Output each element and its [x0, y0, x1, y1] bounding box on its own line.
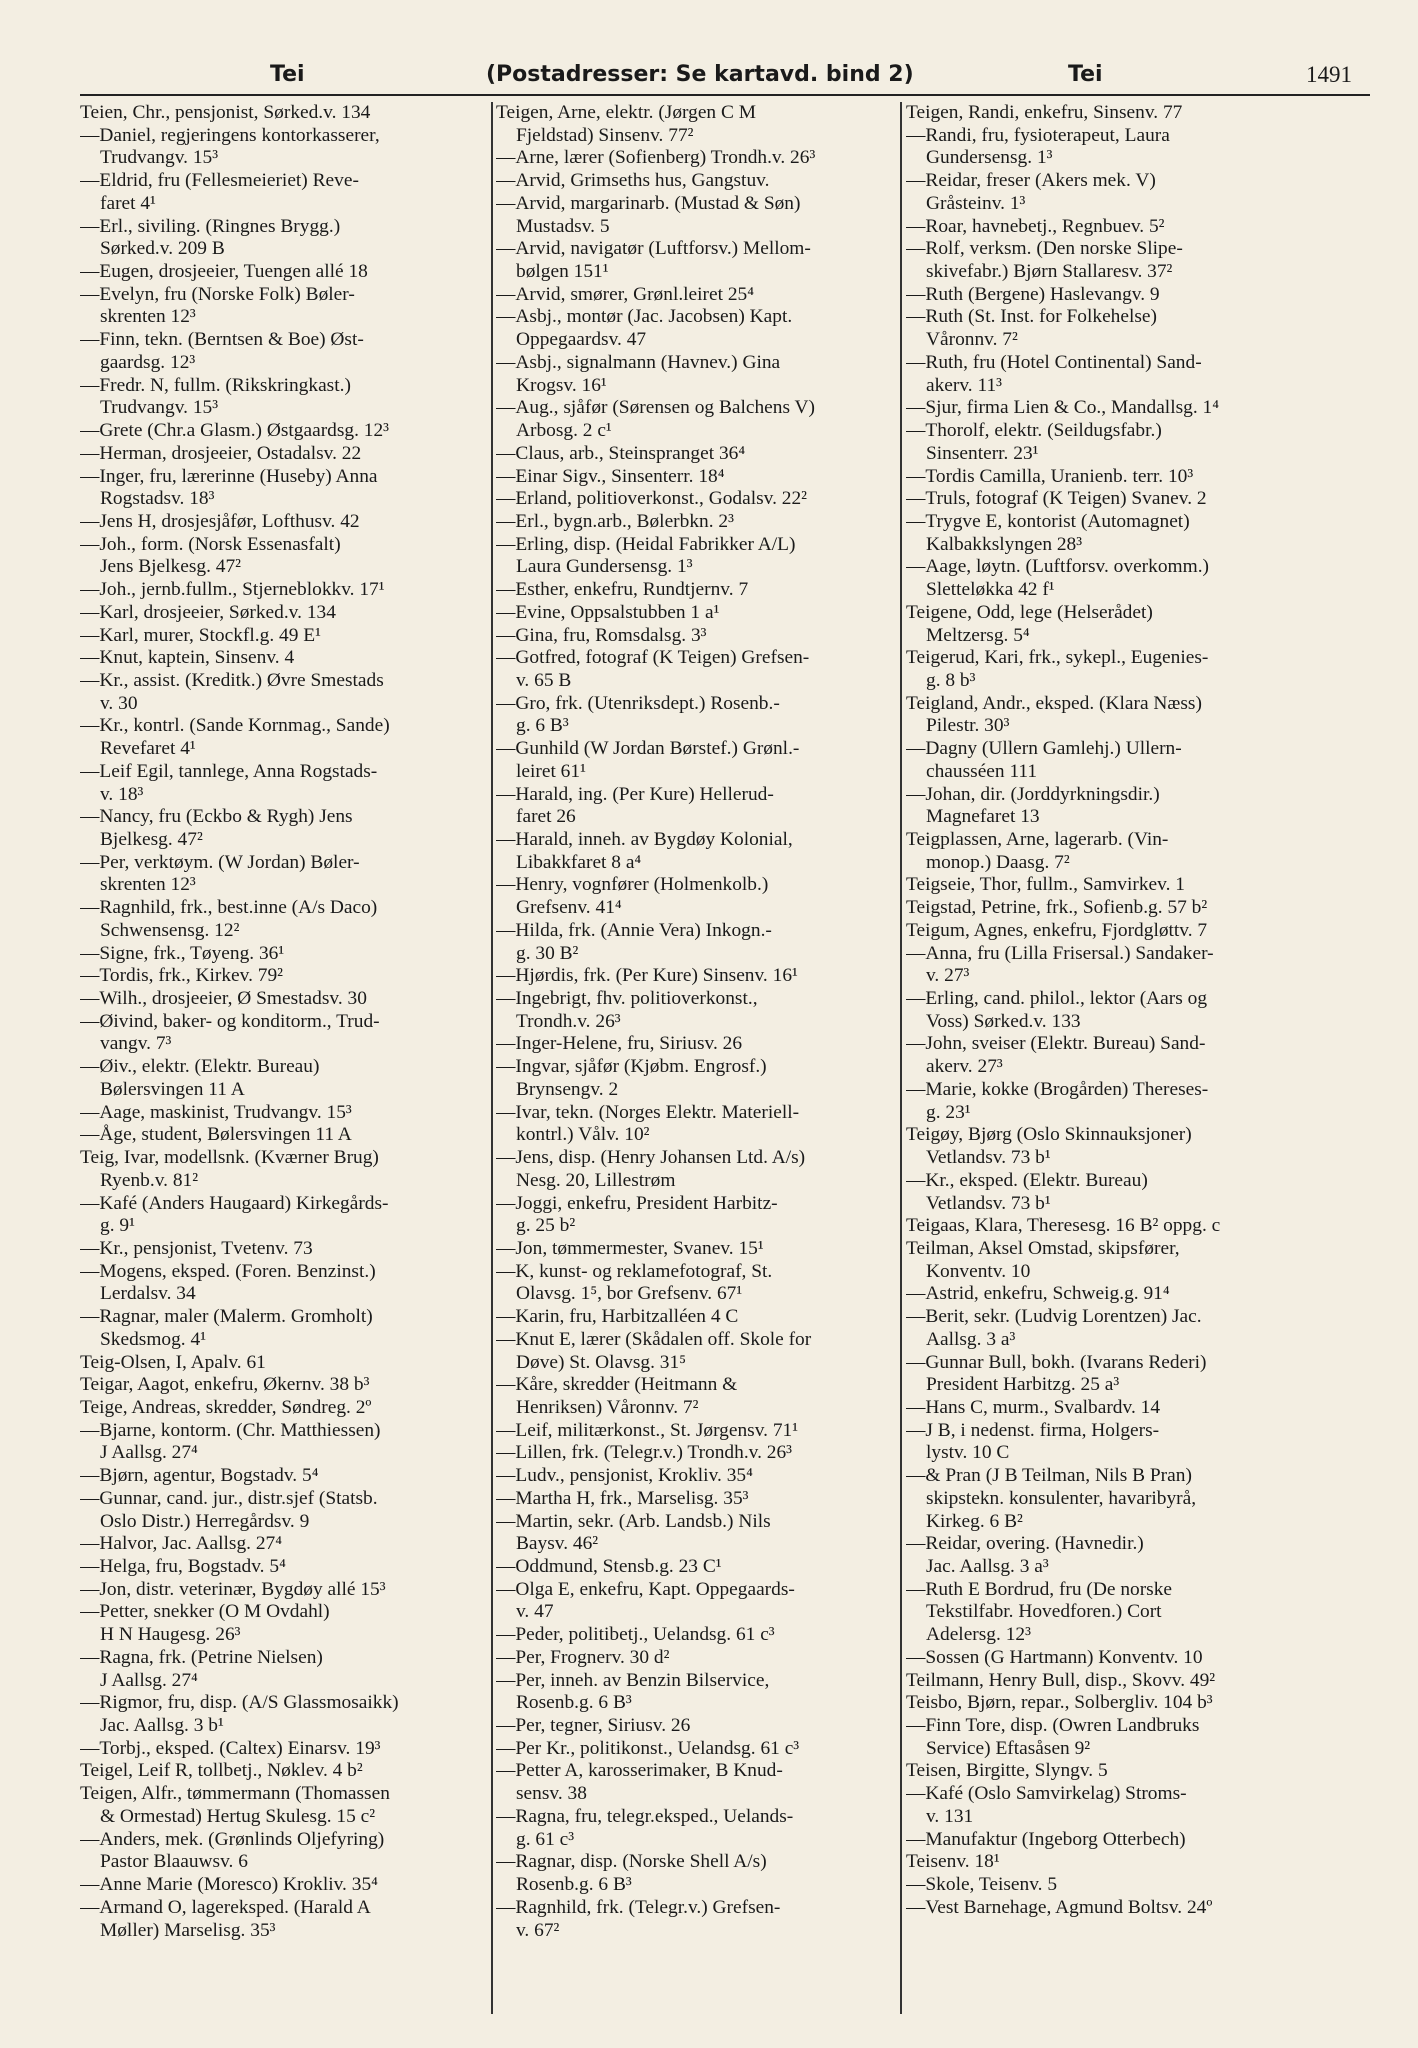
directory-line: —Ragnhild, frk., best.inne (A/s Daco) [80, 897, 378, 919]
directory-line: Jac. Aallsg. 3 a³ [926, 1556, 1049, 1577]
directory-line: Teigel, Leif R, tollbetj., Nøklev. 4 b² [80, 1760, 363, 1782]
directory-line: —Arvid, Grimseths hus, Gangstuv. [496, 170, 770, 192]
directory-line: H N Haugesg. 26³ [100, 1624, 241, 1646]
directory-line: —Petter A, karosserimaker, B Knud- [496, 1760, 783, 1782]
directory-line: Pastor Blaauwsv. 6 [100, 1851, 248, 1873]
directory-line: Teigen, Alfr., tømmermann (Thomassen [80, 1783, 390, 1805]
directory-line: —Øiv., elektr. (Elektr. Bureau) [80, 1056, 320, 1078]
directory-line: skivefabr.) Bjørn Stallaresv. 37² [926, 261, 1173, 283]
directory-line: —Bjarne, kontorm. (Chr. Matthiessen) [80, 1419, 381, 1441]
directory-line: Teilmann, Henry Bull, disp., Skovv. 49² [906, 1669, 1216, 1691]
directory-line: faret 26 [516, 806, 576, 828]
directory-line: Magnefaret 13 [926, 806, 1040, 828]
directory-line: —Claus, arb., Steinspranget 36⁴ [496, 442, 746, 464]
directory-line: —Harald, ing. (Per Kure) Hellerud- [496, 783, 774, 805]
directory-line: —Ruth (St. Inst. for Folkehelse) [906, 306, 1157, 328]
directory-line: —Per Kr., politikonst., Uelandsg. 61 c³ [496, 1737, 800, 1759]
directory-line: Ryenb.v. 81² [100, 1169, 199, 1191]
directory-line: —Trygve E, kontorist (Automagnet) [906, 510, 1190, 532]
directory-line: —Vest Barnehage, Agmund Boltsv. 24º [906, 1896, 1213, 1918]
directory-line: —Joh., form. (Norsk Essenasfalt) [80, 533, 341, 555]
directory-line: —Per, verktøym. (W Jordan) Bøler- [80, 851, 360, 873]
directory-line: v. 67² [516, 1919, 560, 1941]
directory-line: —Ingebrigt, fhv. politioverkonst., [496, 988, 758, 1010]
directory-line: —Ivar, tekn. (Norges Elektr. Materiell- [496, 1101, 800, 1123]
directory-line: —Erling, disp. (Heidal Fabrikker A/L) [496, 533, 796, 555]
directory-line: —Asbj., signalmann (Havnev.) Gina [496, 351, 781, 373]
directory-line: sensv. 38 [516, 1783, 587, 1805]
directory-line: Trudvangv. 15³ [100, 147, 219, 169]
directory-line: —Ludv., pensjonist, Krokliv. 35⁴ [496, 1465, 753, 1487]
header-center-note: (Postadresser: Se kartavd. bind 2) [486, 62, 914, 87]
directory-line: —J B, i nedenst. firma, Holgers- [906, 1419, 1160, 1441]
directory-line: akerv. 27³ [926, 1056, 1003, 1078]
directory-line: —Arvid, margarinarb. (Mustad & Søn) [496, 192, 801, 214]
directory-line: —Henry, vognfører (Holmenkolb.) [496, 874, 769, 896]
directory-line: gaardsg. 12³ [100, 351, 196, 373]
directory-line: —Joggi, enkefru, President Harbitz- [496, 1192, 778, 1214]
directory-line: Service) Eftasåsen 9² [926, 1737, 1091, 1759]
directory-line: —K, kunst- og reklamefotograf, St. [496, 1260, 773, 1282]
directory-line: —Gina, fru, Romsdalsg. 3³ [496, 624, 707, 646]
header-right-keyword: Tei [1068, 62, 1103, 87]
directory-line: Teisenv. 18¹ [906, 1851, 1000, 1873]
directory-line: Henriksen) Våronnv. 7² [516, 1396, 699, 1418]
directory-line: —Harald, inneh. av Bygdøy Kolonial, [496, 829, 793, 850]
directory-line: —Gotfred, fotograf (K Teigen) Grefsen- [496, 647, 810, 669]
directory-line: Teig-Olsen, I, Apalv. 61 [80, 1351, 266, 1373]
directory-line: —Øivind, baker- og konditorm., Trud- [80, 1010, 380, 1032]
directory-line: bølgen 151¹ [516, 261, 609, 283]
directory-line: —Joh., jernb.fullm., Stjerneblokkv. 17¹ [80, 579, 385, 601]
directory-line: skrenten 12³ [100, 874, 196, 896]
directory-line: —Gunnar, cand. jur., distr.sjef (Statsb. [80, 1487, 378, 1509]
directory-line: Oppegaardsv. 47 [516, 329, 647, 351]
directory-line: —Gunnar Bull, bokh. (Ivarans Rederi) [906, 1351, 1207, 1373]
directory-line: —Finn, tekn. (Berntsen & Boe) Øst- [80, 329, 364, 351]
directory-line: —Knut, kaptein, Sinsenv. 4 [80, 647, 295, 669]
directory-line: —Ragna, frk. (Petrine Nielsen) [80, 1646, 323, 1668]
directory-line: —Armand O, lagereksped. (Harald A [80, 1896, 371, 1918]
directory-line: Teige, Andreas, skredder, Søndreg. 2º [80, 1396, 372, 1418]
directory-line: —Karl, drosjeeier, Sørked.v. 134 [80, 601, 336, 623]
directory-line: Skedsmog. 4¹ [100, 1328, 207, 1350]
directory-line: skrenten 12³ [100, 306, 196, 328]
directory-line: —Gunhild (W Jordan Børstef.) Grønl.- [496, 738, 800, 760]
directory-line: Kirkeg. 6 B² [926, 1510, 1023, 1532]
directory-line: leiret 61¹ [516, 760, 586, 782]
directory-line: —Leif Egil, tannlege, Anna Rogstads- [80, 760, 378, 782]
directory-line: —Petter, snekker (O M Ovdahl) [80, 1601, 330, 1623]
directory-line: —Arne, lærer (Sofienberg) Trondh.v. 26³ [496, 147, 816, 169]
directory-line: —Mogens, eksped. (Foren. Benzinst.) [80, 1260, 376, 1282]
directory-line: Teigar, Aagot, enkefru, Økernv. 38 b³ [80, 1374, 370, 1396]
directory-line: —Per, Frognerv. 30 d² [496, 1646, 670, 1668]
directory-line: Teigum, Agnes, enkefru, Fjordgløttv. 7 [906, 919, 1208, 941]
directory-line: —Marie, kokke (Brogården) Thereses- [906, 1078, 1209, 1100]
directory-line: —Halvor, Jac. Aallsg. 27⁴ [80, 1533, 283, 1555]
directory-line: —Reidar, overing. (Havnedir.) [906, 1533, 1144, 1555]
directory-line: —Ragnar, maler (Malerm. Gromholt) [80, 1306, 373, 1328]
directory-line: Trondh.v. 26³ [516, 1010, 621, 1032]
directory-line: —Sossen (G Hartmann) Konventv. 10 [906, 1646, 1203, 1668]
directory-line: Teigaas, Klara, Theresesg. 16 B² oppg. c [906, 1215, 1221, 1237]
page-header [80, 58, 1376, 98]
directory-line: Revefaret 4¹ [100, 738, 196, 760]
directory-line: —Evine, Oppsalstubben 1 a¹ [496, 601, 720, 623]
directory-line: —Herman, drosjeeier, Ostadalsv. 22 [80, 442, 362, 464]
directory-line: —Erling, cand. philol., lektor (Aars og [906, 988, 1208, 1010]
directory-line: Teisen, Birgitte, Slyngv. 5 [906, 1760, 1108, 1782]
directory-line: —Nancy, fru (Eckbo & Rygh) Jens [80, 806, 353, 828]
directory-line: Olavsg. 1⁵, bor Grefsenv. 67¹ [516, 1283, 743, 1305]
directory-line: —Hilda, frk. (Annie Vera) Inkogn.- [496, 919, 772, 941]
directory-line: Teigland, Andr., eksped. (Klara Næss) [906, 692, 1202, 714]
directory-line: —Reidar, freser (Akers mek. V) [906, 170, 1156, 192]
directory-line: —Knut E, lærer (Skådalen off. Skole for [496, 1328, 812, 1350]
directory-line: —Jens H, drosjesjåfør, Lofthusv. 42 [80, 510, 360, 532]
directory-line: —Ruth E Bordrud, fru (De norske [906, 1578, 1173, 1600]
directory-line: Sletteløkka 42 f¹ [926, 579, 1055, 601]
directory-line: faret 4¹ [100, 192, 156, 214]
directory-line: Lerdalsv. 34 [100, 1283, 196, 1305]
directory-line: Teisbo, Bjørn, repar., Solbergliv. 104 b³ [906, 1692, 1213, 1714]
directory-line: Vetlandsv. 73 b¹ [926, 1147, 1051, 1169]
directory-line: chausséen 111 [926, 760, 1038, 782]
directory-line: —Manufaktur (Ingeborg Otterbech) [906, 1828, 1186, 1850]
directory-line: Konventv. 10 [926, 1260, 1031, 1282]
directory-line: —Kafé (Anders Haugaard) Kirkegårds- [80, 1192, 389, 1214]
directory-line: Baysv. 46² [516, 1533, 599, 1555]
directory-line: —Ragnhild, frk. (Telegr.v.) Grefsen- [496, 1896, 781, 1918]
directory-line: v. 27³ [926, 965, 970, 987]
directory-line: —Rolf, verksm. (Den norske Slipe- [906, 238, 1183, 260]
directory-line: —John, sveiser (Elektr. Bureau) Sand- [906, 1033, 1206, 1055]
directory-line: —Anna, fru (Lilla Frisersal.) Sandaker- [906, 942, 1214, 964]
directory-line: akerv. 11³ [926, 374, 1002, 396]
directory-line: Sinsenterr. 23¹ [926, 442, 1039, 464]
directory-line: & Ormestad) Hertug Skulesg. 15 c² [100, 1805, 376, 1827]
directory-line: —Kr., pensjonist, Tvetenv. 73 [80, 1237, 313, 1259]
directory-line: Rosenb.g. 6 B³ [516, 1692, 632, 1714]
directory-line: Teig, Ivar, modellsnk. (Kværner Brug) [80, 1147, 379, 1169]
directory-line: —Bjørn, agentur, Bogstadv. 5⁴ [80, 1465, 319, 1487]
directory-line: vangv. 7³ [100, 1033, 172, 1055]
directory-line: —Roar, havnebetj., Regnbuev. 5² [906, 215, 1165, 237]
directory-line: Arbosg. 2 c¹ [516, 420, 612, 442]
directory-line: —Skole, Teisenv. 5 [906, 1874, 1058, 1896]
directory-line: —Anders, mek. (Grønlinds Oljefyring) [80, 1828, 385, 1850]
directory-line: v. 47 [516, 1601, 554, 1623]
directory-line: Adelersg. 12³ [926, 1624, 1031, 1646]
directory-line: —Johan, dir. (Jorddyrkningsdir.) [906, 783, 1160, 805]
directory-line: Jac. Aallsg. 3 b¹ [100, 1715, 224, 1737]
header-left-keyword: Tei [270, 62, 305, 87]
directory-line: Meltzersg. 5⁴ [926, 624, 1030, 646]
directory-line: —Leif, militærkonst., St. Jørgensv. 71¹ [496, 1419, 799, 1441]
directory-line: —Lillen, frk. (Telegr.v.) Trondh.v. 26³ [496, 1442, 792, 1464]
directory-line: Mustadsv. 5 [516, 215, 610, 237]
directory-line: Nesg. 20, Lillestrøm [516, 1169, 676, 1191]
directory-line: Våronnv. 7² [926, 329, 1018, 351]
directory-column-2 [496, 102, 896, 2022]
directory-line: —Thorolf, elektr. (Seildugsfabr.) [906, 420, 1162, 442]
directory-line: Voss) Sørked.v. 133 [926, 1010, 1081, 1032]
directory-line: Kalbakkslyngen 28³ [926, 533, 1083, 555]
directory-line: Grefsenv. 41⁴ [516, 897, 622, 919]
directory-line: g. 9¹ [100, 1215, 135, 1237]
directory-line: —Eldrid, fru (Fellesmeieriet) Reve- [80, 170, 359, 192]
directory-line: g. 61 c³ [516, 1828, 575, 1850]
directory-line: —Arvid, navigatør (Luftforsv.) Mellom- [496, 238, 811, 260]
directory-line: —Ingvar, sjåfør (Kjøbm. Engrosf.) [496, 1056, 767, 1078]
directory-line: —Kr., kontrl. (Sande Kornmag., Sande) [80, 715, 390, 737]
directory-line: skipstekn. konsulenter, havaribyrå, [926, 1487, 1197, 1509]
directory-line: Teigerud, Kari, frk., sykepl., Eugenies- [906, 647, 1209, 669]
directory-line: g. 6 B³ [516, 715, 569, 737]
directory-line: —Erland, politioverkonst., Godalsv. 22² [496, 488, 807, 510]
directory-line: Teigen, Randi, enkefru, Sinsenv. 77 [906, 102, 1183, 123]
directory-line: Schwensensg. 12² [100, 919, 240, 941]
directory-line: —Oddmund, Stensb.g. 23 C¹ [496, 1556, 722, 1577]
directory-line: —Finn Tore, disp. (Owren Landbruks [906, 1715, 1200, 1737]
directory-line: —Asbj., montør (Jac. Jacobsen) Kapt. [496, 306, 793, 328]
directory-line: Bølersvingen 11 A [100, 1078, 245, 1100]
directory-line: —Helga, fru, Bogstadv. 5⁴ [80, 1556, 286, 1577]
directory-line: —Åge, student, Bølersvingen 11 A [80, 1124, 352, 1146]
directory-line: —Kåre, skredder (Heitmann & [496, 1374, 738, 1396]
directory-line: —Tordis Camilla, Uranienb. terr. 10³ [906, 465, 1194, 487]
directory-line: —Anne Marie (Moresco) Krokliv. 35⁴ [80, 1874, 378, 1896]
directory-line: —Truls, fotograf (K Teigen) Svanev. 2 [906, 488, 1207, 510]
directory-line: —Arvid, smører, Grønl.leiret 25⁴ [496, 283, 755, 305]
directory-line: President Harbitzg. 25 a³ [926, 1374, 1120, 1396]
directory-line: —Ruth, fru (Hotel Continental) Sand- [906, 351, 1202, 373]
directory-line: —Ruth (Bergene) Haslevangv. 9 [906, 283, 1160, 305]
directory-line: Teigplassen, Arne, lagerarb. (Vin- [906, 829, 1169, 850]
directory-line: Aallsg. 3 a³ [926, 1328, 1016, 1350]
directory-line: —Ragna, fru, telegr.eksped., Uelands- [496, 1805, 794, 1827]
directory-line: —Martha H, frk., Marselisg. 35³ [496, 1487, 749, 1509]
directory-line: monop.) Daasg. 7² [926, 851, 1070, 873]
directory-line: —Kr., assist. (Kreditk.) Øvre Smestads [80, 669, 384, 691]
directory-line: —Esther, enkefru, Rundtjernv. 7 [496, 579, 749, 601]
directory-line: —Peder, politibetj., Uelandsg. 61 c³ [496, 1624, 775, 1646]
directory-line: —Aug., sjåfør (Sørensen og Balchens V) [496, 397, 815, 419]
directory-line: —Ragnar, disp. (Norske Shell A/s) [496, 1851, 767, 1873]
directory-line: Laura Gundersensg. 1³ [516, 556, 693, 578]
directory-line: Vetlandsv. 73 b¹ [926, 1192, 1051, 1214]
directory-line: —Jon, distr. veterinær, Bygdøy allé 15³ [80, 1578, 386, 1600]
directory-line: —Daniel, regjeringens kontorkasserer, [80, 124, 380, 146]
directory-line: Krogsv. 16¹ [516, 374, 607, 396]
directory-line: —Inger-Helene, fru, Siriusv. 26 [496, 1033, 743, 1055]
directory-line: —& Pran (J B Teilman, Nils B Pran) [906, 1465, 1192, 1487]
directory-line: —Aage, maskinist, Trudvangv. 15³ [80, 1101, 352, 1123]
directory-line: Trudvangv. 15³ [100, 397, 219, 419]
directory-line: —Torbj., eksped. (Caltex) Einarsv. 19³ [80, 1737, 381, 1759]
directory-line: —Astrid, enkefru, Schweig.g. 91⁴ [906, 1283, 1170, 1305]
directory-line: Møller) Marselisg. 35³ [100, 1919, 276, 1941]
directory-line: —Eugen, drosjeeier, Tuengen allé 18 [80, 261, 368, 283]
directory-line: Teigstad, Petrine, frk., Sofienb.g. 57 b² [906, 897, 1208, 919]
directory-line: —Jens, disp. (Henry Johansen Ltd. A/s) [496, 1147, 806, 1169]
directory-line: —Hans C, murm., Svalbardv. 14 [906, 1396, 1161, 1418]
directory-line: v. 65 B [516, 669, 572, 691]
directory-line: —Rigmor, fru, disp. (A/S Glassmosaikk) [80, 1692, 399, 1714]
header-rule [80, 94, 1370, 96]
directory-line: Døve) St. Olavsg. 31⁵ [516, 1351, 686, 1373]
directory-line: —Olga E, enkefru, Kapt. Oppegaards- [496, 1578, 795, 1600]
directory-line: lystv. 10 C [926, 1442, 1010, 1464]
directory-line: Oslo Distr.) Herregårdsv. 9 [100, 1510, 310, 1532]
directory-line: Brynsengv. 2 [516, 1078, 619, 1100]
directory-column-3 [906, 102, 1362, 2022]
directory-line: g. 8 b³ [926, 669, 976, 691]
page-number: 1491 [1306, 62, 1352, 87]
directory-line: Libakkfaret 8 a⁴ [516, 851, 642, 873]
directory-line: —Kafé (Oslo Samvirkelag) Stroms- [906, 1783, 1187, 1805]
directory-line: —Einar Sigv., Sinsenterr. 18⁴ [496, 465, 725, 487]
directory-line: —Jon, tømmermester, Svanev. 15¹ [496, 1237, 764, 1259]
directory-line: —Karin, fru, Harbitzalléen 4 C [496, 1306, 739, 1328]
directory-line: Rosenb.g. 6 B³ [516, 1874, 632, 1896]
directory-line: —Inger, fru, lærerinne (Huseby) Anna [80, 465, 378, 487]
directory-line: J Aallsg. 27⁴ [100, 1669, 198, 1691]
directory-column-1 [80, 102, 488, 2022]
directory-line: Fjeldstad) Sinsenv. 77² [516, 124, 694, 146]
directory-line: v. 131 [926, 1805, 974, 1827]
directory-line: v. 30 [100, 692, 138, 714]
directory-line: —Fredr. N, fullm. (Rikskringkast.) [80, 374, 351, 396]
directory-line: g. 23¹ [926, 1101, 971, 1123]
directory-line: —Tordis, frk., Kirkev. 79² [80, 965, 283, 987]
directory-line: Teigseie, Thor, fullm., Samvirkev. 1 [906, 874, 1185, 896]
directory-line: Jens Bjelkesg. 47² [100, 556, 241, 578]
directory-line: —Berit, sekr. (Ludvig Lorentzen) Jac. [906, 1306, 1202, 1328]
directory-line: v. 18³ [100, 783, 144, 805]
directory-line: —Aage, løytn. (Luftforsv. overkomm.) [906, 556, 1209, 578]
directory-line: —Sjur, firma Lien & Co., Mandallsg. 1⁴ [906, 397, 1219, 419]
directory-line: Bjelkesg. 47² [100, 829, 203, 850]
directory-line: Teigøy, Bjørg (Oslo Skinnauksjoner) [906, 1124, 1192, 1146]
directory-line: —Per, tegner, Siriusv. 26 [496, 1715, 691, 1737]
directory-line: —Dagny (Ullern Gamlehj.) Ullern- [906, 738, 1182, 760]
directory-line: Teien, Chr., pensjonist, Sørked.v. 134 [80, 102, 371, 123]
directory-line: g. 30 B² [516, 942, 579, 964]
directory-line: —Wilh., drosjeeier, Ø Smestadsv. 30 [80, 988, 367, 1010]
directory-line: —Kr., eksped. (Elektr. Bureau) [906, 1169, 1148, 1191]
directory-line: —Grete (Chr.a Glasm.) Østgaardsg. 12³ [80, 420, 389, 442]
directory-line: J Aallsg. 27⁴ [100, 1442, 198, 1464]
directory-line: —Evelyn, fru (Norske Folk) Bøler- [80, 283, 355, 305]
directory-line: Rogstadsv. 18³ [100, 488, 215, 510]
directory-line: —Randi, fru, fysioterapeut, Laura [906, 124, 1170, 146]
directory-line: —Per, inneh. av Benzin Bilservice, [496, 1669, 770, 1691]
directory-line: Gundersensg. 1³ [926, 147, 1053, 169]
directory-line: —Martin, sekr. (Arb. Landsb.) Nils [496, 1510, 771, 1532]
directory-line: —Hjørdis, frk. (Per Kure) Sinsenv. 16¹ [496, 965, 798, 987]
directory-line: kontrl.) Vålv. 10² [516, 1124, 650, 1146]
directory-line: g. 25 b² [516, 1215, 576, 1237]
directory-line: Sørked.v. 209 B [100, 238, 225, 260]
directory-page [80, 58, 1376, 2028]
directory-line: Teilman, Aksel Omstad, skipsfører, [906, 1237, 1180, 1259]
directory-line: Gråsteinv. 1³ [926, 192, 1026, 214]
directory-columns [80, 102, 1376, 2022]
directory-line: Pilestr. 30³ [926, 715, 1010, 737]
directory-line: —Karl, murer, Stockfl.g. 49 E¹ [80, 624, 321, 646]
directory-line: —Signe, frk., Tøyeng. 36¹ [80, 942, 285, 964]
directory-line: —Erl., bygn.arb., Bølerbkn. 2³ [496, 510, 734, 532]
directory-line: Tekstilfabr. Hovedforen.) Cort [926, 1601, 1162, 1623]
directory-line: —Gro, frk. (Utenriksdept.) Rosenb.- [496, 692, 780, 714]
directory-line: —Erl., siviling. (Ringnes Brygg.) [80, 215, 341, 237]
directory-line: Teigen, Arne, elektr. (Jørgen C M [496, 102, 757, 123]
directory-line: Teigene, Odd, lege (Helserådet) [906, 601, 1153, 623]
